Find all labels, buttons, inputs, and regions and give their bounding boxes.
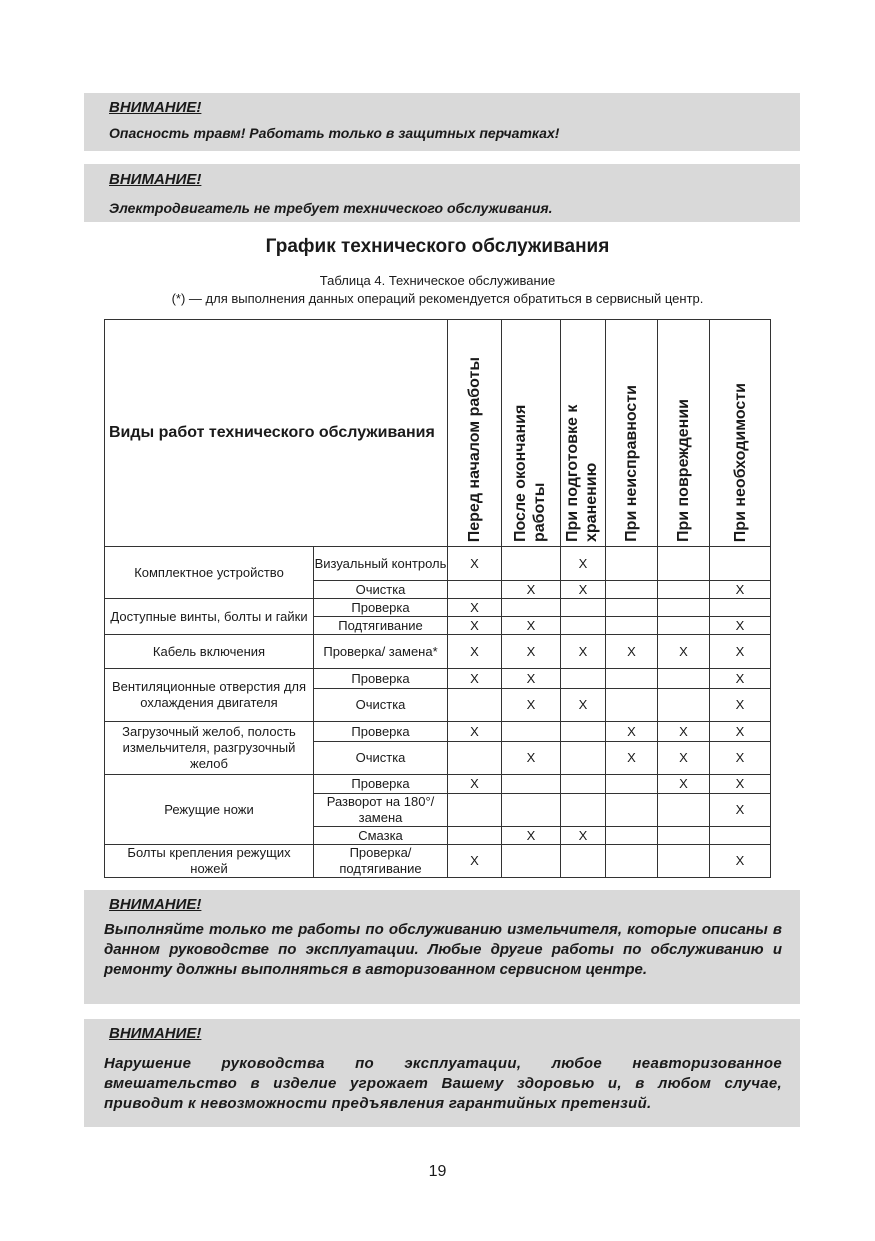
mark-cell: X <box>658 722 710 742</box>
mark-cell: X <box>502 742 561 775</box>
operation-cell: Подтягивание <box>314 617 448 635</box>
mark-cell: X <box>658 775 710 794</box>
table-row <box>105 635 771 669</box>
mark-cell: X <box>448 775 502 794</box>
table-caption <box>0 272 875 308</box>
mark-cell: X <box>502 827 561 845</box>
mark-cell: X <box>710 845 771 878</box>
mark-cell: X <box>502 581 561 599</box>
warning-title: ВНИМАНИЕ! <box>109 171 202 188</box>
mark-cell <box>606 775 658 794</box>
mark-cell <box>658 581 710 599</box>
header-col-malfunction: При неисправности <box>606 320 658 547</box>
page-number: 19 <box>428 1163 447 1180</box>
mark-cell: X <box>606 722 658 742</box>
mark-cell <box>658 669 710 689</box>
mark-cell: X <box>710 669 771 689</box>
mark-cell <box>606 794 658 827</box>
mark-cell: X <box>710 635 771 669</box>
mark-cell <box>561 599 606 617</box>
table-row <box>105 722 771 742</box>
mark-cell: X <box>710 794 771 827</box>
operation-cell: Проверка <box>314 775 448 794</box>
table-caption-note: (*) — для выполнения данных операций рекомендуется обратиться в сервисный центр. <box>171 291 704 306</box>
table-row <box>105 547 771 581</box>
warning-title: ВНИМАНИЕ! <box>109 99 202 116</box>
mark-cell: X <box>561 547 606 581</box>
operation-cell: Очистка <box>314 742 448 775</box>
mark-cell: X <box>710 742 771 775</box>
work-group-cell: Болты крепления режущих ножей <box>105 845 314 878</box>
mark-cell: X <box>448 599 502 617</box>
mark-cell: X <box>658 635 710 669</box>
mark-cell: X <box>710 775 771 794</box>
mark-cell: X <box>502 689 561 722</box>
mark-cell <box>710 547 771 581</box>
mark-cell <box>606 845 658 878</box>
mark-cell <box>561 617 606 635</box>
mark-cell <box>606 617 658 635</box>
mark-cell: X <box>561 581 606 599</box>
work-group-cell: Комплектное устройство <box>105 547 314 599</box>
mark-cell: X <box>561 689 606 722</box>
operation-cell: Очистка <box>314 689 448 722</box>
header-col-as-needed: При необходимости <box>710 320 771 547</box>
mark-cell <box>502 775 561 794</box>
work-group-cell: Режущие ножи <box>105 775 314 845</box>
header-col-damage: При повреждении <box>658 320 710 547</box>
mark-cell <box>658 689 710 722</box>
mark-cell <box>606 827 658 845</box>
mark-cell <box>606 581 658 599</box>
mark-cell: X <box>561 635 606 669</box>
mark-cell: X <box>448 722 502 742</box>
mark-cell <box>561 794 606 827</box>
header-col-after-work: После окончания работы <box>502 320 561 547</box>
mark-cell <box>448 689 502 722</box>
mark-cell <box>658 547 710 581</box>
table-row <box>105 845 771 878</box>
mark-cell: X <box>710 617 771 635</box>
mark-cell <box>606 547 658 581</box>
mark-cell <box>502 547 561 581</box>
mark-cell: X <box>606 635 658 669</box>
table-header-row <box>105 320 771 547</box>
work-group-cell: Кабель включения <box>105 635 314 669</box>
mark-cell <box>502 722 561 742</box>
mark-cell: X <box>502 617 561 635</box>
mark-cell <box>561 775 606 794</box>
mark-cell: X <box>448 669 502 689</box>
mark-cell: X <box>502 635 561 669</box>
mark-cell <box>658 794 710 827</box>
mark-cell: X <box>448 547 502 581</box>
mark-cell <box>561 742 606 775</box>
mark-cell <box>658 599 710 617</box>
mark-cell <box>658 617 710 635</box>
table-row <box>105 775 771 794</box>
mark-cell <box>502 794 561 827</box>
mark-cell <box>561 845 606 878</box>
mark-cell: X <box>710 581 771 599</box>
warning-text: Выполняйте только те работы по обслуживанию измельчителя, которые описаны в данном руководстве по эксплуатации. Любые другие работы по обслуживанию и ремонту должны выполняться в авторизованном сервисном центре. <box>104 921 782 978</box>
warning-text: Опасность травм! Работать только в защитных перчатках! <box>109 125 560 141</box>
operation-cell: Визуальный контроль <box>314 547 448 581</box>
warning-box-motor <box>84 164 800 222</box>
mark-cell: X <box>561 827 606 845</box>
operation-cell: Разворот на 180°/ замена <box>314 794 448 827</box>
operation-cell: Смазка <box>314 827 448 845</box>
operation-cell: Проверка/ замена* <box>314 635 448 669</box>
mark-cell <box>448 794 502 827</box>
mark-cell: X <box>448 845 502 878</box>
mark-cell: X <box>448 635 502 669</box>
work-group-cell: Вентиляционные отверстия для охлаждения двигателя <box>105 669 314 722</box>
mark-cell <box>710 827 771 845</box>
mark-cell <box>561 722 606 742</box>
warning-box-warranty <box>84 1019 800 1127</box>
mark-cell <box>502 845 561 878</box>
mark-cell <box>658 845 710 878</box>
mark-cell <box>606 599 658 617</box>
mark-cell <box>502 599 561 617</box>
header-col-before-work: Перед началом работы <box>448 320 502 547</box>
warning-box-service <box>84 890 800 1004</box>
mark-cell: X <box>502 669 561 689</box>
header-col-storage: При подготовке к хранению <box>561 320 606 547</box>
mark-cell: X <box>710 722 771 742</box>
mark-cell <box>561 669 606 689</box>
mark-cell <box>448 581 502 599</box>
maintenance-table <box>104 319 771 878</box>
operation-cell: Очистка <box>314 581 448 599</box>
work-group-cell: Загрузочный желоб, полость измельчителя, разгрузочный желоб <box>105 722 314 775</box>
work-group-cell: Доступные винты, болты и гайки <box>105 599 314 635</box>
mark-cell <box>710 599 771 617</box>
warning-title: ВНИМАНИЕ! <box>109 896 202 913</box>
operation-cell: Проверка <box>314 722 448 742</box>
table-row <box>105 599 771 617</box>
header-work-types: Виды работ технического обслуживания <box>105 320 448 547</box>
warning-title: ВНИМАНИЕ! <box>109 1025 202 1042</box>
mark-cell <box>658 827 710 845</box>
mark-cell: X <box>710 689 771 722</box>
warning-text: Электродвигатель не требует технического обслуживания. <box>109 200 553 216</box>
mark-cell <box>606 669 658 689</box>
section-heading: График технического обслуживания <box>265 236 610 257</box>
mark-cell <box>448 827 502 845</box>
mark-cell: X <box>606 742 658 775</box>
operation-cell: Проверка <box>314 599 448 617</box>
operation-cell: Проверка <box>314 669 448 689</box>
mark-cell: X <box>448 617 502 635</box>
table-caption-title: Таблица 4. Техническое обслуживание <box>319 273 556 288</box>
table-row <box>105 669 771 689</box>
mark-cell <box>606 689 658 722</box>
mark-cell: X <box>658 742 710 775</box>
operation-cell: Проверка/ подтягивание <box>314 845 448 878</box>
warning-text: Нарушение руководства по эксплуатации, любое неавторизованное вмешательство в изделие угрожает Вашему здоровью и, в любом случае, приводит к невозможности предъявления гарантийных претензий. <box>104 1055 782 1112</box>
mark-cell <box>448 742 502 775</box>
warning-box-gloves <box>84 93 800 151</box>
